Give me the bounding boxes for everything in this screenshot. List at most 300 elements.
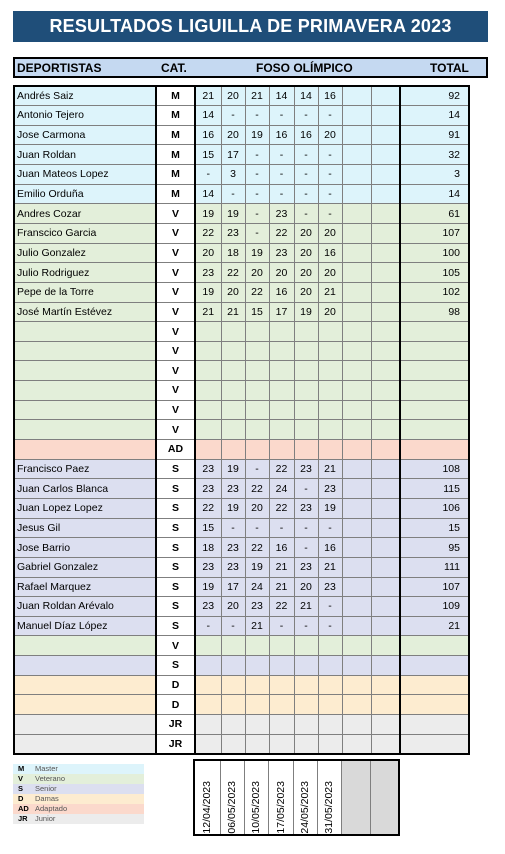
score-cell: - bbox=[294, 165, 318, 185]
athlete-name bbox=[14, 322, 156, 342]
score-cell: 16 bbox=[318, 243, 342, 263]
empty-score-cell bbox=[371, 675, 400, 695]
athlete-name: Juan Mateos Lopez bbox=[14, 165, 156, 185]
score-cell bbox=[195, 695, 221, 715]
empty-score-cell bbox=[342, 577, 371, 597]
score-cell bbox=[269, 734, 294, 754]
score-cell bbox=[318, 695, 342, 715]
category-cell: V bbox=[156, 341, 195, 361]
table-row bbox=[14, 597, 469, 617]
category-cell: M bbox=[156, 125, 195, 145]
athlete-name: Julio Rodriguez bbox=[14, 263, 156, 283]
score-cell bbox=[195, 381, 221, 401]
legend-code: D bbox=[18, 794, 24, 803]
score-cell bbox=[245, 734, 269, 754]
empty-score-cell bbox=[342, 715, 371, 735]
table-row bbox=[14, 479, 469, 499]
category-cell: V bbox=[156, 361, 195, 381]
category-cell: V bbox=[156, 302, 195, 322]
category-cell: S bbox=[156, 459, 195, 479]
score-cell: - bbox=[318, 616, 342, 636]
empty-score-cell bbox=[371, 656, 400, 676]
empty-score-cell bbox=[371, 715, 400, 735]
score-cell: 19 bbox=[195, 282, 221, 302]
score-cell: 20 bbox=[195, 243, 221, 263]
date-cell bbox=[317, 760, 341, 835]
score-cell bbox=[195, 420, 221, 440]
date-label: 10/05/2023 bbox=[250, 781, 262, 834]
table-row bbox=[14, 715, 469, 735]
date-cell bbox=[220, 760, 244, 835]
empty-score-cell bbox=[342, 243, 371, 263]
score-cell bbox=[221, 656, 245, 676]
score-cell: 22 bbox=[269, 597, 294, 617]
legend-label: Damas bbox=[35, 794, 59, 803]
athlete-name bbox=[14, 381, 156, 401]
score-cell: 19 bbox=[195, 577, 221, 597]
score-cell: 23 bbox=[294, 557, 318, 577]
score-cell: 23 bbox=[294, 498, 318, 518]
score-cell: 24 bbox=[245, 577, 269, 597]
empty-score-cell bbox=[371, 106, 400, 126]
empty-score-cell bbox=[371, 322, 400, 342]
legend-item bbox=[13, 794, 144, 804]
score-cell bbox=[195, 361, 221, 381]
score-cell: - bbox=[269, 106, 294, 126]
category-cell: V bbox=[156, 322, 195, 342]
legend-code: AD bbox=[18, 804, 29, 813]
score-cell: 22 bbox=[245, 479, 269, 499]
empty-score-cell bbox=[371, 145, 400, 165]
score-cell: 21 bbox=[245, 86, 269, 106]
score-cell bbox=[318, 361, 342, 381]
total-cell bbox=[400, 381, 469, 401]
athlete-name: Pepe de la Torre bbox=[14, 282, 156, 302]
empty-score-cell bbox=[371, 302, 400, 322]
date-label: 31/05/2023 bbox=[323, 781, 335, 834]
score-cell: 21 bbox=[318, 557, 342, 577]
score-cell: 23 bbox=[221, 538, 245, 558]
empty-score-cell bbox=[342, 636, 371, 656]
score-cell: 24 bbox=[269, 479, 294, 499]
category-legend bbox=[13, 764, 144, 824]
empty-score-cell bbox=[371, 734, 400, 754]
athlete-name: Jesus Gil bbox=[14, 518, 156, 538]
total-cell: 111 bbox=[400, 557, 469, 577]
score-cell bbox=[269, 656, 294, 676]
athlete-name: Manuel Díaz López bbox=[14, 616, 156, 636]
total-cell bbox=[400, 636, 469, 656]
empty-score-cell bbox=[371, 459, 400, 479]
table-row bbox=[14, 734, 469, 754]
empty-score-cell bbox=[342, 440, 371, 460]
empty-score-cell bbox=[342, 223, 371, 243]
athlete-name bbox=[14, 440, 156, 460]
score-cell: 20 bbox=[318, 125, 342, 145]
legend-code: JR bbox=[18, 814, 28, 823]
score-cell: 21 bbox=[269, 577, 294, 597]
table-row bbox=[14, 440, 469, 460]
score-cell: 22 bbox=[269, 498, 294, 518]
table-row bbox=[14, 361, 469, 381]
table-row bbox=[14, 577, 469, 597]
athlete-name: Andres Cozar bbox=[14, 204, 156, 224]
score-cell bbox=[221, 420, 245, 440]
score-cell: 18 bbox=[195, 538, 221, 558]
athlete-name bbox=[14, 715, 156, 735]
legend-item bbox=[13, 804, 144, 814]
table-row bbox=[14, 538, 469, 558]
table-row bbox=[14, 204, 469, 224]
score-cell: 16 bbox=[269, 125, 294, 145]
table-row bbox=[14, 243, 469, 263]
total-cell: 115 bbox=[400, 479, 469, 499]
table-row bbox=[14, 656, 469, 676]
score-cell bbox=[221, 440, 245, 460]
score-cell bbox=[318, 636, 342, 656]
athlete-name: Andrés Saiz bbox=[14, 86, 156, 106]
total-cell: 3 bbox=[400, 165, 469, 185]
score-cell: - bbox=[318, 204, 342, 224]
table-row bbox=[14, 636, 469, 656]
legend-label: Veterano bbox=[35, 774, 66, 783]
score-cell: 19 bbox=[221, 498, 245, 518]
athlete-name: José Martín Estévez bbox=[14, 302, 156, 322]
empty-score-cell bbox=[371, 282, 400, 302]
category-cell: M bbox=[156, 106, 195, 126]
score-cell: 19 bbox=[221, 204, 245, 224]
empty-date-cell bbox=[370, 760, 399, 835]
table-row bbox=[14, 282, 469, 302]
score-cell bbox=[269, 675, 294, 695]
score-cell: 20 bbox=[294, 263, 318, 283]
category-cell: V bbox=[156, 282, 195, 302]
score-cell: - bbox=[294, 204, 318, 224]
score-cell bbox=[318, 381, 342, 401]
score-cell: 23 bbox=[269, 204, 294, 224]
empty-score-cell bbox=[371, 695, 400, 715]
empty-score-cell bbox=[342, 616, 371, 636]
score-cell: 21 bbox=[245, 616, 269, 636]
table-row bbox=[14, 557, 469, 577]
empty-score-cell bbox=[371, 400, 400, 420]
category-cell: V bbox=[156, 400, 195, 420]
score-cell bbox=[221, 322, 245, 342]
score-cell bbox=[294, 715, 318, 735]
category-cell: S bbox=[156, 538, 195, 558]
score-cell: - bbox=[318, 106, 342, 126]
date-cell bbox=[244, 760, 268, 835]
total-cell bbox=[400, 675, 469, 695]
score-cell: 18 bbox=[221, 243, 245, 263]
score-cell: - bbox=[195, 616, 221, 636]
score-cell: - bbox=[294, 538, 318, 558]
score-cell bbox=[245, 341, 269, 361]
score-cell: 20 bbox=[245, 498, 269, 518]
score-cell bbox=[245, 400, 269, 420]
score-cell: 20 bbox=[269, 263, 294, 283]
category-cell: V bbox=[156, 204, 195, 224]
score-cell: - bbox=[294, 184, 318, 204]
empty-date-cell bbox=[341, 760, 370, 835]
legend-label: Junior bbox=[35, 814, 56, 823]
empty-score-cell bbox=[342, 420, 371, 440]
score-cell: 20 bbox=[294, 223, 318, 243]
total-cell: 14 bbox=[400, 106, 469, 126]
score-cell: 14 bbox=[269, 86, 294, 106]
total-cell: 15 bbox=[400, 518, 469, 538]
score-cell bbox=[195, 322, 221, 342]
date-cell bbox=[293, 760, 317, 835]
score-cell: 16 bbox=[269, 538, 294, 558]
table-row bbox=[14, 302, 469, 322]
score-cell: 22 bbox=[269, 459, 294, 479]
empty-score-cell bbox=[342, 361, 371, 381]
athlete-name bbox=[14, 341, 156, 361]
score-cell: 20 bbox=[294, 282, 318, 302]
score-cell: 17 bbox=[221, 577, 245, 597]
score-cell: 22 bbox=[269, 223, 294, 243]
score-cell: - bbox=[318, 184, 342, 204]
category-cell: V bbox=[156, 636, 195, 656]
score-cell bbox=[245, 675, 269, 695]
score-cell bbox=[269, 440, 294, 460]
score-cell: 22 bbox=[245, 538, 269, 558]
category-cell: S bbox=[156, 597, 195, 617]
legend-label: Adaptado bbox=[35, 804, 68, 813]
table-row bbox=[14, 518, 469, 538]
total-cell bbox=[400, 420, 469, 440]
empty-score-cell bbox=[342, 184, 371, 204]
empty-score-cell bbox=[342, 400, 371, 420]
legend-code: S bbox=[18, 784, 24, 793]
category-cell: V bbox=[156, 223, 195, 243]
score-cell bbox=[294, 636, 318, 656]
score-cell: 23 bbox=[318, 577, 342, 597]
score-cell bbox=[318, 322, 342, 342]
score-cell bbox=[221, 636, 245, 656]
score-cell bbox=[195, 656, 221, 676]
score-cell: - bbox=[245, 184, 269, 204]
category-cell: S bbox=[156, 557, 195, 577]
score-cell: 21 bbox=[221, 302, 245, 322]
athlete-name: Francisco Paez bbox=[14, 459, 156, 479]
score-cell bbox=[318, 656, 342, 676]
table-row bbox=[14, 381, 469, 401]
score-cell: 17 bbox=[221, 145, 245, 165]
category-cell: V bbox=[156, 420, 195, 440]
total-cell: 92 bbox=[400, 86, 469, 106]
score-cell: 21 bbox=[269, 557, 294, 577]
score-cell bbox=[269, 381, 294, 401]
score-cell: 21 bbox=[318, 459, 342, 479]
score-cell bbox=[269, 341, 294, 361]
score-cell: - bbox=[318, 518, 342, 538]
score-cell: 19 bbox=[318, 498, 342, 518]
total-cell: 107 bbox=[400, 223, 469, 243]
score-cell: 19 bbox=[195, 204, 221, 224]
category-cell: M bbox=[156, 145, 195, 165]
score-cell bbox=[221, 400, 245, 420]
table-row bbox=[14, 695, 469, 715]
score-cell: - bbox=[318, 165, 342, 185]
score-cell: 14 bbox=[195, 184, 221, 204]
empty-score-cell bbox=[342, 204, 371, 224]
score-cell bbox=[269, 322, 294, 342]
empty-score-cell bbox=[342, 106, 371, 126]
score-cell bbox=[195, 341, 221, 361]
score-cell bbox=[318, 715, 342, 735]
total-cell bbox=[400, 361, 469, 381]
score-cell bbox=[318, 400, 342, 420]
score-cell: - bbox=[245, 106, 269, 126]
score-cell: - bbox=[269, 165, 294, 185]
empty-score-cell bbox=[371, 440, 400, 460]
score-cell: 21 bbox=[195, 302, 221, 322]
score-cell: - bbox=[245, 145, 269, 165]
category-cell: S bbox=[156, 518, 195, 538]
category-cell: S bbox=[156, 479, 195, 499]
score-cell: 23 bbox=[195, 459, 221, 479]
score-cell bbox=[294, 341, 318, 361]
athlete-name bbox=[14, 400, 156, 420]
score-cell: - bbox=[245, 518, 269, 538]
table-row bbox=[14, 263, 469, 283]
athlete-name: Juan Roldan bbox=[14, 145, 156, 165]
score-cell bbox=[294, 381, 318, 401]
score-cell: 23 bbox=[195, 263, 221, 283]
empty-score-cell bbox=[371, 518, 400, 538]
legend-code: V bbox=[18, 774, 24, 783]
empty-score-cell bbox=[342, 125, 371, 145]
score-cell: 20 bbox=[221, 597, 245, 617]
empty-score-cell bbox=[342, 675, 371, 695]
score-cell: 20 bbox=[318, 302, 342, 322]
empty-score-cell bbox=[371, 86, 400, 106]
score-cell bbox=[294, 734, 318, 754]
score-cell bbox=[245, 636, 269, 656]
score-cell: 22 bbox=[245, 282, 269, 302]
date-cell bbox=[194, 760, 220, 835]
empty-score-cell bbox=[371, 538, 400, 558]
category-cell: M bbox=[156, 184, 195, 204]
category-cell: M bbox=[156, 165, 195, 185]
category-cell: V bbox=[156, 381, 195, 401]
empty-score-cell bbox=[371, 165, 400, 185]
empty-score-cell bbox=[371, 636, 400, 656]
empty-score-cell bbox=[342, 86, 371, 106]
athlete-name bbox=[14, 656, 156, 676]
score-cell: 23 bbox=[294, 459, 318, 479]
date-label: 06/05/2023 bbox=[226, 781, 238, 834]
score-cell: - bbox=[221, 616, 245, 636]
score-cell bbox=[221, 695, 245, 715]
category-cell: S bbox=[156, 616, 195, 636]
score-cell bbox=[294, 656, 318, 676]
score-cell bbox=[269, 715, 294, 735]
date-label: 12/04/2023 bbox=[201, 781, 214, 834]
header-category: CAT. bbox=[161, 61, 187, 75]
empty-score-cell bbox=[342, 302, 371, 322]
total-cell bbox=[400, 400, 469, 420]
score-cell: 19 bbox=[245, 557, 269, 577]
total-cell: 109 bbox=[400, 597, 469, 617]
score-cell bbox=[318, 734, 342, 754]
score-cell: 21 bbox=[294, 597, 318, 617]
athlete-name: Franscico Garcia bbox=[14, 223, 156, 243]
category-cell: AD bbox=[156, 440, 195, 460]
empty-score-cell bbox=[342, 538, 371, 558]
score-cell bbox=[245, 361, 269, 381]
score-cell: - bbox=[245, 223, 269, 243]
empty-score-cell bbox=[371, 125, 400, 145]
score-cell: 17 bbox=[269, 302, 294, 322]
score-cell: 16 bbox=[195, 125, 221, 145]
score-cell: - bbox=[269, 184, 294, 204]
score-cell bbox=[294, 420, 318, 440]
empty-score-cell bbox=[371, 184, 400, 204]
empty-score-cell bbox=[342, 518, 371, 538]
athlete-name bbox=[14, 361, 156, 381]
total-cell: 108 bbox=[400, 459, 469, 479]
score-cell: - bbox=[294, 616, 318, 636]
score-cell bbox=[269, 695, 294, 715]
score-cell: 22 bbox=[221, 263, 245, 283]
score-cell: - bbox=[318, 145, 342, 165]
table-row bbox=[14, 86, 469, 106]
legend-item bbox=[13, 774, 144, 784]
empty-score-cell bbox=[342, 282, 371, 302]
score-cell bbox=[221, 381, 245, 401]
legend-label: Master bbox=[35, 764, 58, 773]
score-cell bbox=[318, 675, 342, 695]
athlete-name: Juan Carlos Blanca bbox=[14, 479, 156, 499]
score-cell bbox=[221, 675, 245, 695]
empty-score-cell bbox=[371, 204, 400, 224]
score-cell: - bbox=[195, 165, 221, 185]
table-header bbox=[13, 57, 488, 78]
table-row bbox=[14, 125, 469, 145]
total-cell bbox=[400, 656, 469, 676]
empty-score-cell bbox=[342, 459, 371, 479]
empty-score-cell bbox=[371, 420, 400, 440]
score-cell bbox=[294, 695, 318, 715]
score-cell bbox=[269, 400, 294, 420]
athlete-name: Julio Gonzalez bbox=[14, 243, 156, 263]
table-row bbox=[14, 145, 469, 165]
score-cell: - bbox=[245, 459, 269, 479]
header-total: TOTAL bbox=[430, 61, 469, 75]
score-cell: 19 bbox=[245, 243, 269, 263]
athlete-name: Jose Barrio bbox=[14, 538, 156, 558]
empty-score-cell bbox=[371, 361, 400, 381]
score-cell: 15 bbox=[195, 145, 221, 165]
score-cell: 23 bbox=[195, 597, 221, 617]
score-cell bbox=[221, 715, 245, 735]
total-cell bbox=[400, 341, 469, 361]
empty-score-cell bbox=[342, 557, 371, 577]
category-cell: V bbox=[156, 243, 195, 263]
score-cell: 15 bbox=[195, 518, 221, 538]
score-cell bbox=[294, 400, 318, 420]
score-cell: 20 bbox=[318, 263, 342, 283]
legend-label: Senior bbox=[35, 784, 57, 793]
score-cell: - bbox=[221, 518, 245, 538]
legend-item bbox=[13, 784, 144, 794]
score-cell bbox=[318, 440, 342, 460]
category-cell: S bbox=[156, 498, 195, 518]
score-cell: - bbox=[221, 106, 245, 126]
